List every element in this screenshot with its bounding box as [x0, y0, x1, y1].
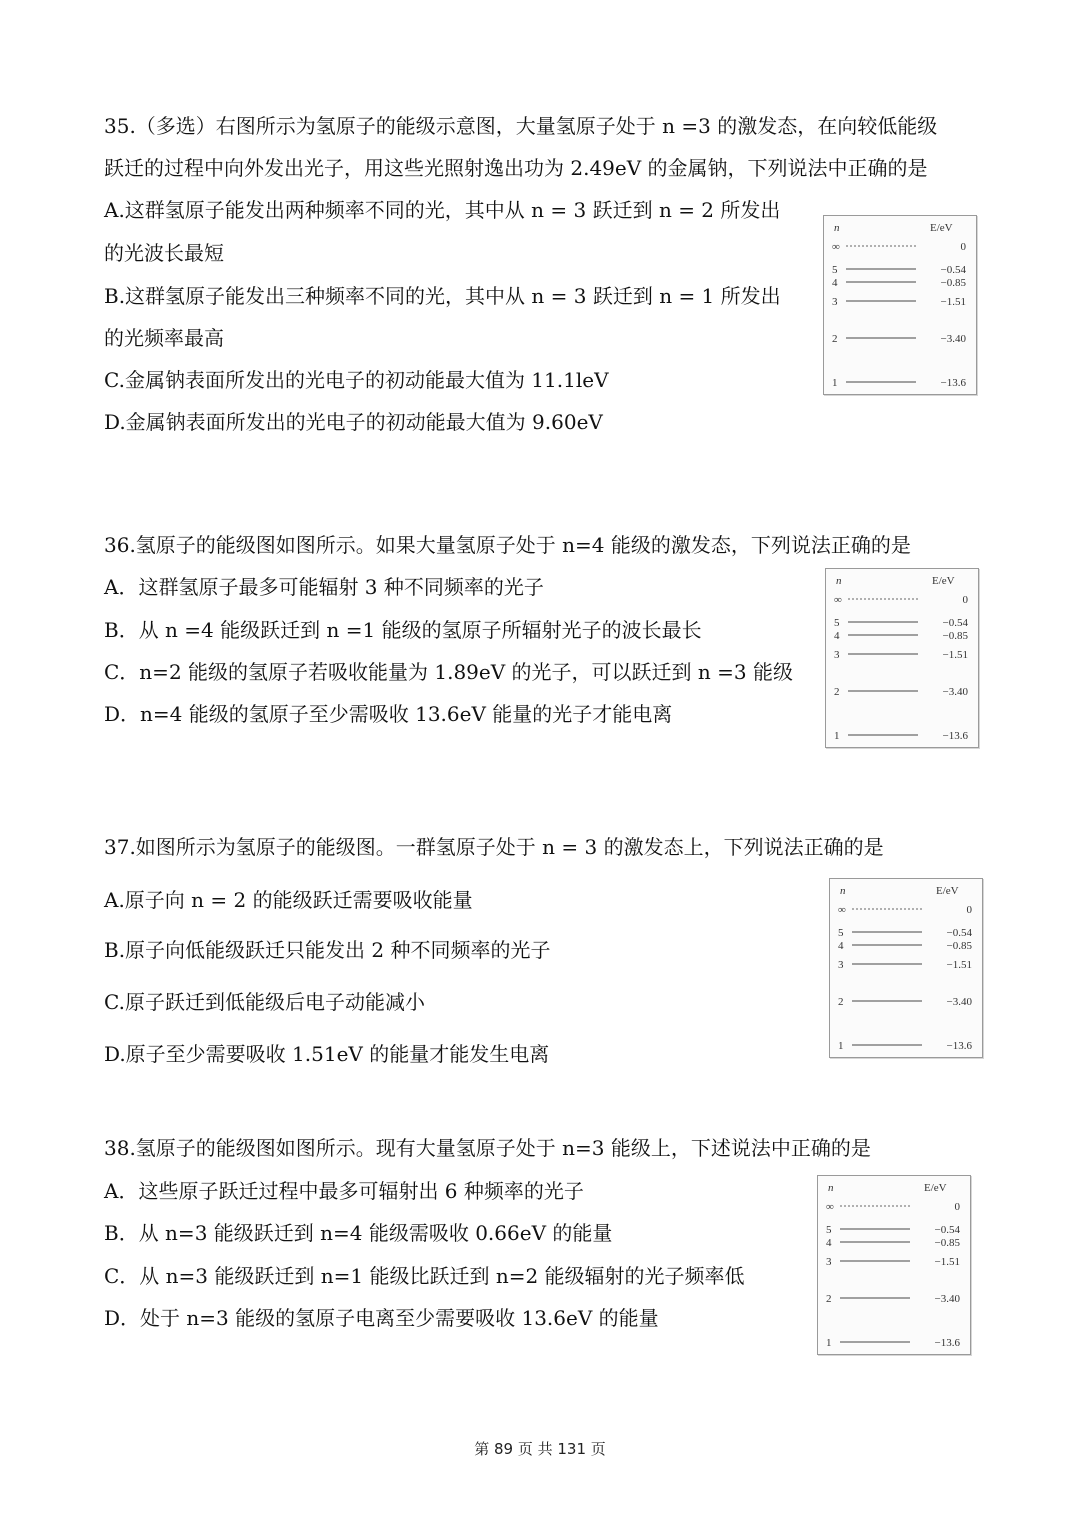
level-energy-label: −13.6 [946, 1040, 972, 1052]
level-energy-label: −0.54 [940, 264, 966, 276]
level-energy-label: −0.85 [942, 630, 968, 642]
option-line: 的光波长最短 [104, 241, 224, 265]
option-line: C.金属钠表面所发出的光电子的初动能最大值为 11.1leV [104, 368, 609, 392]
energy-level-diagram [823, 215, 977, 395]
option-line: D.原子至少需要吸收 1.51eV 的能量才能发生电离 [104, 1042, 550, 1066]
level-n-label: 3 [838, 959, 844, 971]
n-axis-label: n [834, 222, 840, 234]
level-energy-label: −13.6 [940, 377, 966, 389]
level-energy-label: −3.40 [946, 996, 972, 1008]
option-line: A．这群氢原子最多可能辐射 3 种不同频率的光子 [104, 575, 544, 599]
option-line: B.这群氢原子能发出三种频率不同的光，其中从 n = 3 跃迁到 n = 1 所发出 [104, 284, 781, 308]
level-n-label: 2 [826, 1293, 832, 1305]
energy-level-diagram [817, 1175, 971, 1355]
energy-level-diagram [829, 878, 983, 1058]
level-energy-label: 0 [966, 904, 972, 916]
level-n-label: 5 [832, 264, 838, 276]
level-n-label: 3 [832, 296, 838, 308]
option-line: A．这些原子跃迁过程中最多可辐射出 6 种频率的光子 [104, 1179, 584, 1203]
level-n-label: 2 [832, 333, 838, 345]
energy-axis-label: E/eV [930, 222, 953, 234]
option-line: A.原子向 n = 2 的能级跃迁需要吸收能量 [104, 888, 473, 912]
level-energy-label: 0 [962, 594, 968, 606]
question-title: 38.氢原子的能级图如图所示。现有大量氢原子处于 n=3 能级上，下述说法中正确的是 [104, 1136, 871, 1160]
n-axis-label: n [828, 1182, 834, 1194]
energy-level-diagram [825, 568, 979, 748]
question-title: 35.（多选）右图所示为氢原子的能级示意图，大量氢原子处于 n =3 的激发态，在向较低能级 [104, 114, 938, 138]
level-n-label: 5 [838, 927, 844, 939]
energy-axis-label: E/eV [924, 1182, 947, 1194]
question-title: 跃迁的过程中向外发出光子，用这些光照射逸出功为 2.49eV 的金属钠，下列说法中正确的是 [104, 156, 928, 180]
option-line: D.金属钠表面所发出的光电子的初动能最大值为 9.60eV [104, 410, 603, 434]
question-title: 36.氢原子的能级图如图所示。如果大量氢原子处于 n=4 能级的激发态，下列说法正确的是 [104, 533, 911, 557]
level-energy-label: −1.51 [940, 296, 966, 308]
level-energy-label: −0.54 [942, 617, 968, 629]
level-n-label: 1 [832, 377, 838, 389]
level-n-label: 4 [832, 277, 838, 289]
level-energy-label: −0.85 [934, 1237, 960, 1249]
level-n-label: ∞ [834, 594, 842, 606]
option-line: C．从 n=3 能级跃迁到 n=1 能级比跃迁到 n=2 能级辐射的光子频率低 [104, 1264, 745, 1288]
level-energy-label: −13.6 [942, 730, 968, 742]
level-n-label: 1 [838, 1040, 844, 1052]
level-energy-label: −3.40 [942, 686, 968, 698]
level-n-label: 3 [826, 1256, 832, 1268]
option-line: B.原子向低能级跃迁只能发出 2 种不同频率的光子 [104, 938, 551, 962]
option-line: C.原子跃迁到低能级后电子动能减小 [104, 990, 425, 1014]
level-energy-label: −1.51 [946, 959, 972, 971]
level-n-label: 2 [838, 996, 844, 1008]
energy-axis-label: E/eV [936, 885, 959, 897]
level-n-label: 1 [834, 730, 840, 742]
energy-axis-label: E/eV [932, 575, 955, 587]
n-axis-label: n [840, 885, 846, 897]
question-title: 37.如图所示为氢原子的能级图。一群氢原子处于 n = 3 的激发态上，下列说法正确的是 [104, 835, 884, 859]
level-n-label: 4 [838, 940, 844, 952]
level-energy-label: −3.40 [940, 333, 966, 345]
option-line: 的光频率最高 [104, 326, 224, 350]
option-line: A.这群氢原子能发出两种频率不同的光，其中从 n = 3 跃迁到 n = 2 所发出 [104, 198, 781, 222]
level-energy-label: −0.85 [940, 277, 966, 289]
energy-diagram-svg [830, 879, 982, 1057]
n-axis-label: n [836, 575, 842, 587]
energy-diagram-svg [818, 1176, 970, 1354]
level-n-label: 4 [826, 1237, 832, 1249]
level-n-label: 2 [834, 686, 840, 698]
level-n-label: ∞ [832, 241, 840, 253]
option-line: B．从 n=3 能级跃迁到 n=4 能级需吸收 0.66eV 的能量 [104, 1221, 613, 1245]
level-n-label: 1 [826, 1337, 832, 1349]
option-line: B．从 n =4 能级跃迁到 n =1 能级的氢原子所辐射光子的波长最长 [104, 618, 702, 642]
level-energy-label: −3.40 [934, 1293, 960, 1305]
energy-diagram-svg [824, 216, 976, 394]
level-n-label: 3 [834, 649, 840, 661]
option-line: D．处于 n=3 能级的氢原子电离至少需要吸收 13.6eV 的能量 [104, 1306, 659, 1330]
option-line: D．n=4 能级的氢原子至少需吸收 13.6eV 能量的光子才能电离 [104, 702, 673, 726]
level-energy-label: −0.54 [934, 1224, 960, 1236]
level-energy-label: −0.85 [946, 940, 972, 952]
energy-diagram-svg [826, 569, 978, 747]
level-n-label: 5 [826, 1224, 832, 1236]
level-energy-label: −0.54 [946, 927, 972, 939]
level-n-label: ∞ [826, 1201, 834, 1213]
page-footer: 第 89 页 共 131 页 [474, 1440, 606, 1458]
level-energy-label: 0 [954, 1201, 960, 1213]
level-n-label: ∞ [838, 904, 846, 916]
level-energy-label: 0 [960, 241, 966, 253]
level-n-label: 4 [834, 630, 840, 642]
level-energy-label: −13.6 [934, 1337, 960, 1349]
option-line: C．n=2 能级的氢原子若吸收能量为 1.89eV 的光子，可以跃迁到 n =3 能级 [104, 660, 793, 684]
level-n-label: 5 [834, 617, 840, 629]
level-energy-label: −1.51 [942, 649, 968, 661]
level-energy-label: −1.51 [934, 1256, 960, 1268]
